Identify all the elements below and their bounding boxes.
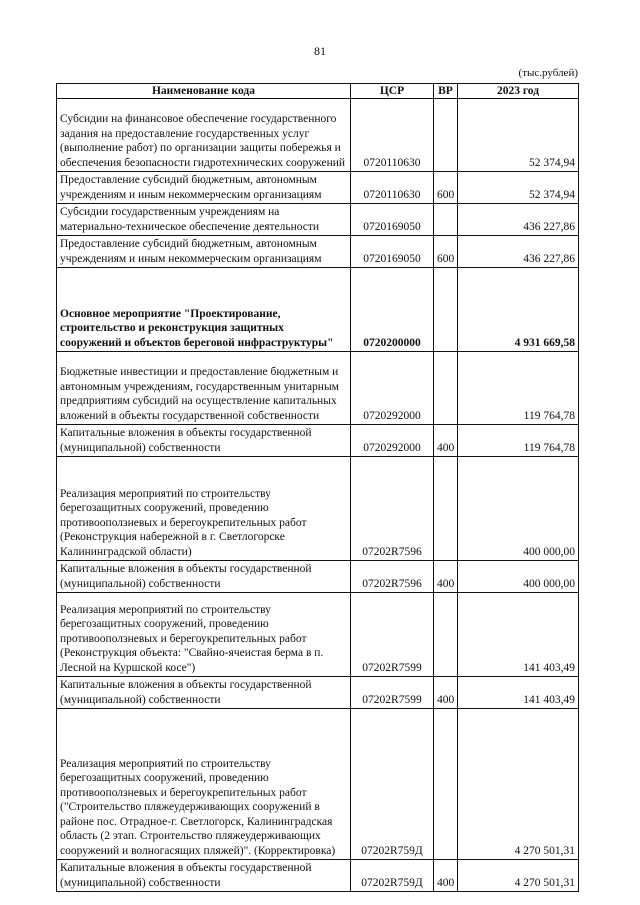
row-name: Предоставление субсидий бюджетным, автономным учреждениям и иным некоммерческим организациям: [57, 172, 351, 204]
row-vr: [434, 99, 458, 172]
row-amount: 436 227,86: [458, 204, 579, 236]
row-name: Реализация мероприятий по строительству берегозащитных сооружений, проведению противооползневых и берегоукрепительных работ (Реконструкция набережной в г. Светлогорске Калининградской области): [57, 457, 351, 561]
table-row: [57, 99, 579, 172]
row-name: Основное мероприятие "Проектирование, строительство и реконструкция защитных сооружений и объектов береговой инфраструктуры": [57, 268, 351, 352]
header-vr: ВР: [434, 84, 458, 99]
row-amount: 119 764,78: [458, 425, 579, 457]
table-row: [57, 860, 579, 892]
row-amount: 141 403,49: [458, 593, 579, 677]
row-amount: 400 000,00: [458, 561, 579, 593]
row-vr: [434, 709, 458, 860]
row-vr: [434, 204, 458, 236]
row-csr: 0720110630: [351, 172, 434, 204]
row-name: Капитальные вложения в объекты государственной (муниципальной) собственности: [57, 425, 351, 457]
table-row: [57, 561, 579, 593]
row-amount: 141 403,49: [458, 677, 579, 709]
row-vr: 400: [434, 860, 458, 892]
row-name: Реализация мероприятий по строительству берегозащитных сооружений, проведению противооползневых и берегоукрепительных работ (Реконструкция объекта: "Свайно-ячеистая берма в п. Лесной на Куршской косе"): [57, 593, 351, 677]
row-name: Субсидии на финансовое обеспечение государственного задания на предоставление государственных услуг (выполнение работ) по организации защиты побережья и обеспечения безопасности гидротехнических сооружений: [57, 99, 351, 172]
row-amount: 436 227,86: [458, 236, 579, 268]
table-row: [57, 677, 579, 709]
row-csr: 07202R759Д: [351, 860, 434, 892]
row-csr: 0720292000: [351, 352, 434, 425]
row-csr: 0720200000: [351, 268, 434, 352]
header-name: Наименование кода: [57, 84, 351, 99]
row-amount: 119 764,78: [458, 352, 579, 425]
row-name: Капитальные вложения в объекты государственной (муниципальной) собственности: [57, 561, 351, 593]
table-row: [57, 172, 579, 204]
row-amount: 4 270 501,31: [458, 709, 579, 860]
header-amount: 2023 год: [458, 84, 579, 99]
table-row: [57, 709, 579, 860]
row-vr: [434, 352, 458, 425]
row-csr: 0720292000: [351, 425, 434, 457]
row-amount: 52 374,94: [458, 99, 579, 172]
row-name: Предоставление субсидий бюджетным, автономным учреждениям и иным некоммерческим организациям: [57, 236, 351, 268]
row-csr: 07202R759Д: [351, 709, 434, 860]
row-csr: 0720169050: [351, 236, 434, 268]
table-row: [57, 352, 579, 425]
row-amount: 4 931 669,58: [458, 268, 579, 352]
row-csr: 07202R7599: [351, 677, 434, 709]
header-csr: ЦСР: [351, 84, 434, 99]
table-row: [57, 593, 579, 677]
row-name: Капитальные вложения в объекты государственной (муниципальной) собственности: [57, 677, 351, 709]
row-name: Субсидии государственным учреждениям на материально-техническое обеспечение деятельности: [57, 204, 351, 236]
row-name: Бюджетные инвестиции и предоставление бюджетным и автономным учреждениям, государственным унитарным предприятиям субсидий на осуществление капитальных вложений в объекты государственной собственности: [57, 352, 351, 425]
row-amount: 4 270 501,31: [458, 860, 579, 892]
row-csr: 07202R7596: [351, 457, 434, 561]
row-vr: [434, 593, 458, 677]
budget-table: [56, 83, 579, 892]
row-name: Реализация мероприятий по строительству берегозащитных сооружений, проведению противооползневых и берегоукрепительных работ ("Строительство пляжеудерживающих сооружений в районе пос. Отрадное-г. Светлогорск, Калининградская область (2 этап. Строительство пляжеудерживающих сооружений и волногасящих пляжей)". (Корректировка): [57, 709, 351, 860]
row-csr: 07202R7599: [351, 593, 434, 677]
row-vr: 400: [434, 677, 458, 709]
row-amount: 400 000,00: [458, 457, 579, 561]
row-vr: 600: [434, 236, 458, 268]
row-csr: 07202R7596: [351, 561, 434, 593]
table-header-row: [57, 84, 579, 99]
table-row: [57, 457, 579, 561]
table-row: [57, 425, 579, 457]
row-csr: 0720169050: [351, 204, 434, 236]
row-vr: 600: [434, 172, 458, 204]
table-row: [57, 268, 579, 352]
row-vr: [434, 268, 458, 352]
row-amount: 52 374,94: [458, 172, 579, 204]
row-vr: [434, 457, 458, 561]
row-name: Капитальные вложения в объекты государственной (муниципальной) собственности: [57, 860, 351, 892]
row-vr: 400: [434, 425, 458, 457]
table-row: [57, 204, 579, 236]
page-number: 81: [314, 44, 326, 58]
row-vr: 400: [434, 561, 458, 593]
units-label: (тыс.рублей): [518, 67, 578, 79]
table-row: [57, 236, 579, 268]
row-csr: 0720110630: [351, 99, 434, 172]
